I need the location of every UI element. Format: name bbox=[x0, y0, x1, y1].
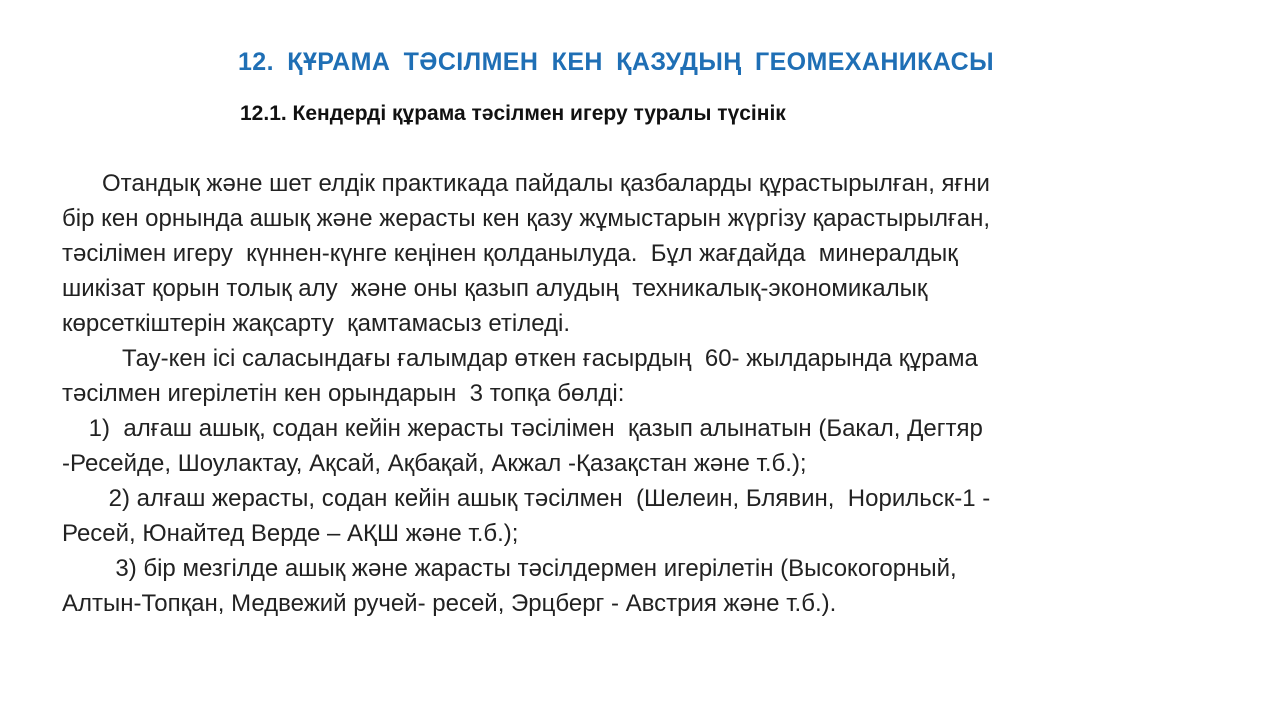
body-text bbox=[62, 166, 1222, 621]
page-title: 12. ҚҰРАМА ТӘСІЛМЕН КЕН ҚАЗУДЫҢ ГЕОМЕХАНИКАСЫ bbox=[238, 48, 994, 76]
body-line: -Ресейде, Шоулактау, Ақсай, Ақбақай, Акжал -Қазақстан және т.б.); bbox=[62, 450, 807, 477]
body-line: Отандық және шет елдік практикада пайдалы қазбаларды құрастырылған, яғни bbox=[62, 170, 990, 197]
body-line: 3) бір мезгілде ашық және жарасты тәсілдермен игерілетін (Высокогорный, bbox=[62, 555, 957, 582]
body-line: 1) алғаш ашық, содан кейін жерасты тәсілімен қазып алынатын (Бакал, Дегтяр bbox=[62, 415, 983, 442]
body-line: бір кен орнында ашық және жерасты кен қазу жұмыстарын жүргізу қарастырылған, bbox=[62, 205, 991, 232]
body-line: тәсілімен игеру күннен-күнге кеңінен қолданылуда. Бұл жағдайда минералдық bbox=[62, 240, 958, 267]
section-subtitle: 12.1. Кендерді құрама тәсілмен игеру туралы түсінік bbox=[240, 102, 786, 125]
body-line: 2) алғаш жерасты, содан кейін ашық тәсілмен (Шелеин, Блявин, Норильск-1 - bbox=[62, 485, 991, 512]
body-line: көрсеткіштерін жақсарту қамтамасыз етіледі. bbox=[62, 310, 571, 337]
body-line: тәсілмен игерілетін кен орындарын 3 топқа бөлді: bbox=[62, 380, 625, 407]
body-line: Алтын-Топқан, Медвежий ручей- ресей, Эрцберг - Австрия және т.б.). bbox=[62, 590, 837, 617]
body-line: шикізат қорын толық алу және оны қазып алудың техникалық-экономикалық bbox=[62, 275, 928, 302]
body-line: Тау-кен ісі саласындағы ғалымдар өткен ғасырдың 60- жылдарында құрама bbox=[62, 345, 978, 372]
body-line: Ресей, Юнайтед Верде – АҚШ және т.б.); bbox=[62, 520, 519, 547]
